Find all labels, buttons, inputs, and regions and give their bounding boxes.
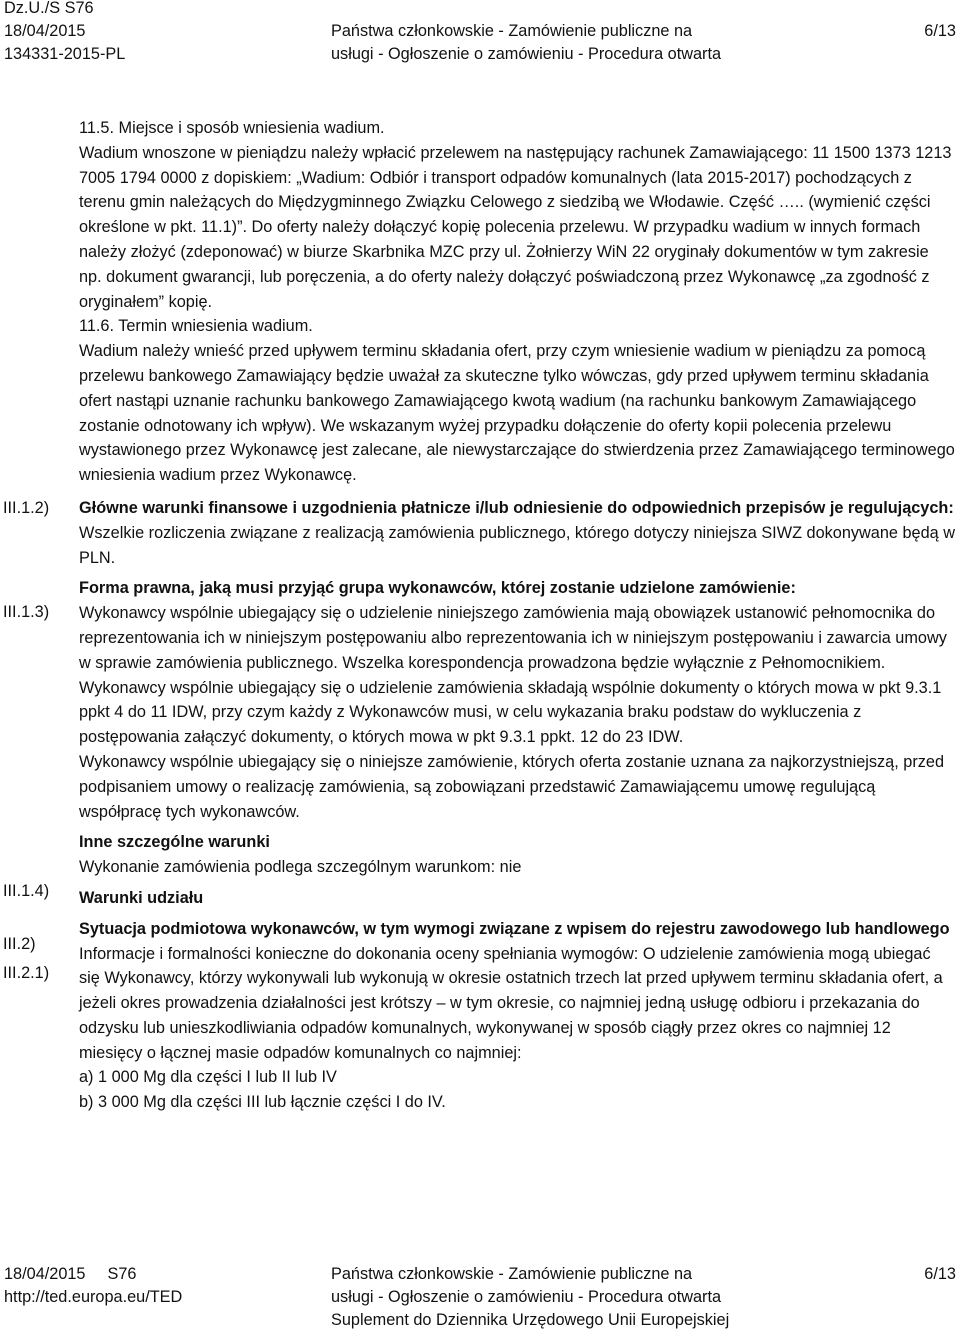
legal-form-heading: Forma prawna, jaką musi przyjąć grupa wykonawców, której zostanie udzielone zamówienie: xyxy=(79,579,796,598)
footer-series: S76 xyxy=(107,1265,137,1283)
footer-title xyxy=(331,1263,771,1332)
footer-date: 18/04/2015 xyxy=(4,1265,86,1283)
section-label-iii-1-3: III.1.3) xyxy=(3,603,50,621)
header-journal: Dz.U./S S76 xyxy=(4,0,94,17)
financial-conditions-heading: Główne warunki finansowe i uzgodnienia płatnicze i/lub odniesienie do odpowiednich przepisów je regulujących: xyxy=(79,498,954,517)
header-page-number: 6/13 xyxy=(924,22,956,40)
footer-reference xyxy=(4,1263,182,1309)
document-body xyxy=(79,116,955,1115)
section-label-iii-2-1: III.2.1) xyxy=(3,964,50,982)
footer-title-line-1: Państwa członkowskie - Zamówienie publiczne na xyxy=(331,1265,693,1283)
participation-conditions-heading: Warunki udziału xyxy=(79,888,204,907)
section-label-iii-1-2: III.1.2) xyxy=(3,499,50,517)
personal-situation-item-a: a) 1 000 Mg dla części I lub II lub IV xyxy=(79,1068,337,1087)
legal-form-text-3: Wykonawcy wspólnie ubiegający się o niniejsze zamówienie, których oferta zostanie uznana za najkorzystniejszą, przed podpisaniem umowy o realizację zamówienia, są zobowiązani przedstawić Zamawiającemu umowę regulującą współpracę tych wykonawców. xyxy=(79,752,945,821)
special-conditions-text: Wykonanie zamówienia podlega szczególnym warunkom: nie xyxy=(79,858,522,877)
page-footer xyxy=(0,1263,960,1334)
legal-form-text-2: Wykonawcy wspólnie ubiegający się o udzielenie zamówienia składają wspólnie dokumenty o których mowa w pkt 9.3.1 ppkt 4 do 11 IDW, przy czym każdy z Wykonawców musi, w celu wykazania braku podstaw do wykluczenia z postępowania załączyć dokumenty, o których mowa w pkt 9.3.1 ppkt. 12 do 23 IDW. xyxy=(79,678,942,747)
header-date: 18/04/2015 xyxy=(4,22,86,40)
personal-situation-item-b: b) 3 000 Mg dla części III lub łącznie części I do IV. xyxy=(79,1093,446,1112)
header-notice-number: 134331-2015-PL xyxy=(4,45,126,63)
wadium-heading: 11.5. Miejsce i sposób wniesienia wadium. xyxy=(79,119,385,137)
header-title-line-1: Państwa członkowskie - Zamówienie publiczne na xyxy=(331,22,693,40)
financial-conditions-text: Wszelkie rozliczenia związane z realizacją zamówienia publicznego, którego dotyczy niniejsza SIWZ dokonywane będą w PLN. xyxy=(79,523,955,567)
special-conditions-heading: Inne szczególne warunki xyxy=(79,833,270,852)
wadium-deadline-text: Wadium należy wnieść przed upływem terminu składania ofert, przy czym wniesienie wadium w pieniądzu za pomocą przelewu bankowego Zamawiający będzie uważał za skuteczne tylko wówczas, gdy przed upływem terminu składania ofert nastąpi uznanie rachunku bankowego Zamawiającego kwotą wadium (na rachunku bankowym Zamawiającego zostanie odnotowany ich wpływ). We wskazanym wyżej przypadku dołączenie do oferty kopii polecenia przelewu wystawionego przez Wykonawcę jest zalecane, ale niewystarczające do stwierdzenia przez Zamawiającego terminowego wniesienia wadium przez Wykonawcę. xyxy=(79,342,955,485)
footer-title-line-3: Suplement do Dziennika Urzędowego Unii Europejskiej xyxy=(331,1311,730,1329)
section-label-iii-1-4: III.1.4) xyxy=(3,882,50,900)
header-title xyxy=(331,20,751,66)
page-header xyxy=(0,0,960,70)
wadium-payment-text: Wadium wnoszone w pieniądzu należy wpłacić przelewem na następujący rachunek Zamawiającego: 11 1500 1373 1213 7005 1794 0000 z dopiskiem: „Wadium: Odbiór i transport odpadów komunalnych (lata 2015-2017) pochodzących z terenu gmin należących do Międzygminnego Związku Celowego z siedzibą we Włodawie. Część ….. (wymienić części określone w pkt. 11.1)”. Do oferty należy dołączyć kopię polecenia przelewu. W przypadku wadium w innych formach należy złożyć (zdeponować) w biurze Skarbnika MZC przy ul. Żołnierzy WiN 22 oryginały dokumentów w tym zakresie np. dokument gwarancji, lub poręczenia, a do oferty należy dołączyć poświadczoną przez Wykonawcę „za zgodność z oryginałem” kopię. xyxy=(79,143,952,311)
footer-title-line-2: usługi - Ogłoszenie o zamówieniu - Procedura otwarta xyxy=(331,1288,722,1306)
personal-situation-heading: Sytuacja podmiotowa wykonawców, w tym wymogi związane z wpisem do rejestru zawodowego lub handlowego xyxy=(79,919,950,938)
footer-url: http://ted.europa.eu/TED xyxy=(4,1288,183,1306)
wadium-deadline-heading: 11.6. Termin wniesienia wadium. xyxy=(79,317,313,336)
header-reference xyxy=(4,0,125,66)
header-title-line-2: usługi - Ogłoszenie o zamówieniu - Procedura otwarta xyxy=(331,45,722,63)
footer-page-number: 6/13 xyxy=(924,1265,956,1283)
section-label-iii-2: III.2) xyxy=(3,935,36,953)
personal-situation-text: Informacje i formalności konieczne do dokonania oceny spełniania wymogów: O udzielenie zamówienia mogą ubiegać się Wykonawcy, którzy wykonywali lub wykonują w okresie ostatnich trzech lat przed upływem terminu składania ofert, a jeżeli okres prowadzenia działalności jest krótszy – w tym okresie, co najmniej jedną usługę odbioru i przekazania do odzysku lub unieszkodliwiania odpadów komunalnych, wykonywanej w sposób ciągły przez okres co najmniej 12 miesięcy o łącznej masie odpadów komunalnych co najmniej: xyxy=(79,944,943,1062)
legal-form-text-1: Wykonawcy wspólnie ubiegający się o udzielenie niniejszego zamówienia mają obowiązek ustanowić pełnomocnika do reprezentowania ich w niniejszym postępowaniu albo reprezentowania ich w niniejszym postępowaniu i zawarcia umowy w sprawie zamówienia publicznego. Wszelka korespondencja prowadzona będzie wyłącznie z Pełnomocnikiem. xyxy=(79,604,947,672)
